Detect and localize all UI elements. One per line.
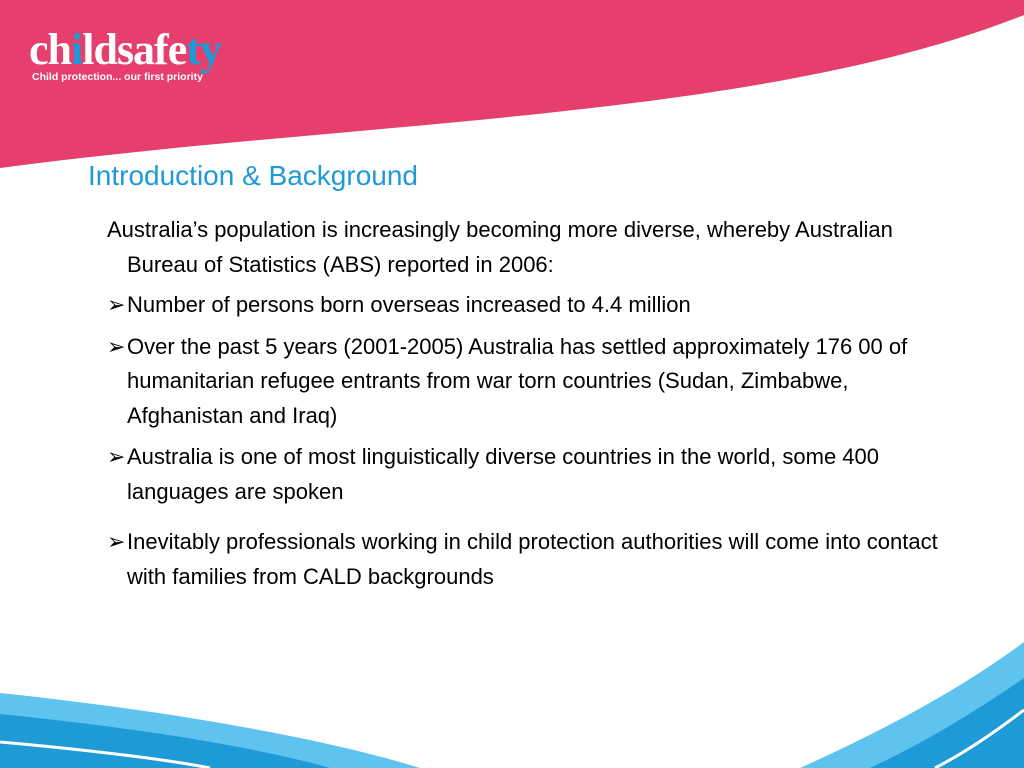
bullet-item xyxy=(107,440,957,509)
logo-part: ch xyxy=(29,25,71,74)
bullet-text: Australia is one of most linguistically diverse countries in the world, some 400 languages are spoken xyxy=(127,444,880,504)
arrow-bullet-icon: ➢ xyxy=(107,444,126,469)
arrow-bullet-icon: ➢ xyxy=(107,333,126,359)
bullet-text: Number of persons born overseas increased to 4.4 million xyxy=(127,292,691,317)
intro-paragraph: Australia’s population is increasingly becoming more diverse, whereby Australian Bureau of Statistics (ABS) reported in 2006: xyxy=(107,217,893,277)
logo-part: i xyxy=(71,25,83,74)
arrow-bullet-icon: ➢ xyxy=(107,292,126,317)
slide-body xyxy=(107,213,957,601)
bullet-item xyxy=(107,288,957,323)
logo-wordmark xyxy=(29,26,221,74)
childsafety-logo xyxy=(29,26,249,86)
bullet-text: Over the past 5 years (2001-2005) Australia has settled approximately 176 00 of humanitarian refugee entrants from war torn countries (Sudan, Zimbabwe, Afghanistan and Iraq) xyxy=(127,333,908,428)
bullet-item xyxy=(107,525,957,594)
logo-part: t xyxy=(186,25,200,74)
bullet-item xyxy=(107,330,957,434)
logo-tagline: Child protection... our first priority xyxy=(32,71,203,83)
logo-part: safe xyxy=(116,25,187,74)
logo-part: y xyxy=(199,25,221,74)
logo-part: ld xyxy=(82,25,117,74)
slide-title: Introduction & Background xyxy=(88,160,418,191)
bullet-text: Inevitably professionals working in child protection authorities will come into contact with families from CALD backgrounds xyxy=(127,529,938,589)
arrow-bullet-icon: ➢ xyxy=(107,529,126,554)
